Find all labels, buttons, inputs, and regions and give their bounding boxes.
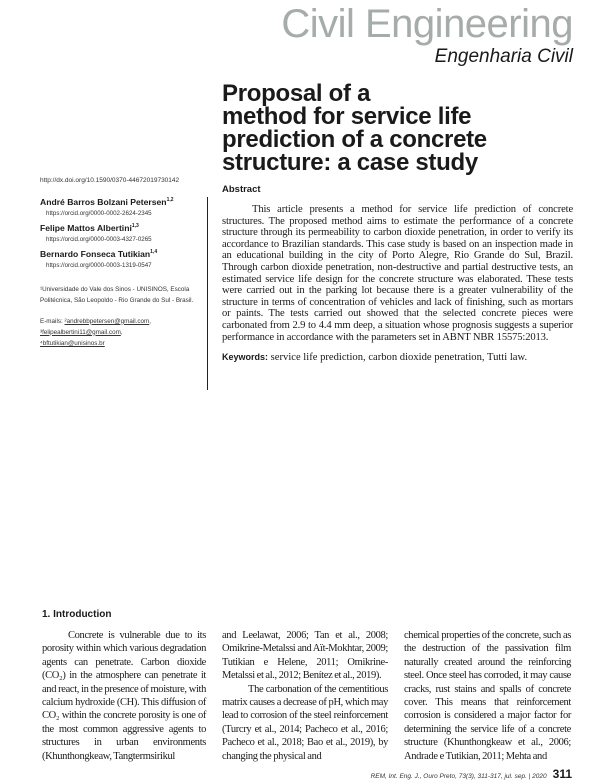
footer-citation: REM, Int. Eng. J., Ouro Preto, 73(3), 311-317, jul. sep. | 2020 <box>370 773 547 781</box>
keywords-text: service life prediction, carbon dioxide penetration, Tutti law. <box>268 352 528 364</box>
title-line: prediction of a concrete <box>222 126 487 153</box>
author-orcid-link[interactable]: https://orcid.org/0000-0003-4327-0265 <box>46 235 152 243</box>
body-column-3: chemical properties of the concrete, such as the destruction of the passivation film naturally created around the reinforcing steel. Once steel has corroded, it may cause cracks, rust stains and spalls of concrete cover. This means that reinforcement corrosion is considered a major factor for determining the service life of a concrete structure (Khunthongkeaw et al., 2006; Andrade e Tutikian, 2011; Mehta and <box>404 630 571 762</box>
keywords-label: Keywords: <box>222 352 269 363</box>
column-divider <box>207 197 208 390</box>
author-name: Bernardo Fonseca Tutikian$^{1,4}$ <box>40 248 158 259</box>
abstract-text: This article presents a method for service life prediction of concrete structures. The proposed method aims to estimate the performance of a concrete structure through its permeability to carbon dioxide penetration, in order to verify its accordance to Brazilian standards. This case study is based on an inspection made in an educational building in the city of Porto Alegre, Rio Grande do Sul, Brazil. Through carbon dioxide penetration, non-destructive and partial destructive tests, an estimated service life design for the concrete structure was elaborated. These tests were carried out in the parking lot because there is a greater vulnerability of the structure in terms of concentration of vehicles and lack of finishing, such as mortars or paints. The tests carried out showed that the selected concrete pieces were carbonated from 2.9 to 4.4 mm deep, a situation whose prognosis suggests a superior performance in accordance with the parameters set in ABNT NBR 15575:2013. <box>222 204 573 343</box>
page-number: 311 <box>552 767 572 782</box>
body-columns <box>42 629 572 763</box>
author-orcid-link[interactable]: https://orcid.org/0000-0003-1319-0547 <box>46 261 152 269</box>
email-link[interactable]: ⁴bftutikian@unisinos.br <box>40 339 105 347</box>
body-column-2: and Leelawat, 2006; Tan et al., 2008; Omikrine-Metalssi and Aït-Mokhtar, 2009; Tutikian e Helene, 2011; Omikrine-Metalssi et al., 2012; Benítez et al., 2019). The carbonation of the cementitious matrix causes a decrease of pH, which may lead to corrosion of the steel reinforcement (Turcry et al., 2014; Pacheco et al., 2016; Pacheco et al., 2018; Bao et al., 2019), by changing the physical and <box>222 630 388 762</box>
affiliation: ¹Universidade do Vale dos Sinos - UNISINOS, Escola Politécnica, São Leopoldo - Rio Grande do Sul - Brasil. <box>40 285 194 304</box>
header-and-abstract <box>222 0 573 364</box>
keywords <box>222 351 573 364</box>
author-orcid-link[interactable]: https://orcid.org/0000-0002-2624-2345 <box>46 209 152 217</box>
email-link[interactable]: ³felipealbertini11@gmail.com <box>40 328 121 336</box>
author-name: André Barros Bolzani Petersen$^{1,2}$ <box>40 196 174 207</box>
journal-subtitle: Engenharia Civil <box>434 46 573 67</box>
author-sidebar <box>40 176 205 349</box>
email-link[interactable]: ²andrebbpetersen@gmail.com <box>64 317 150 325</box>
abstract-heading: Abstract <box>222 184 261 195</box>
introduction-section <box>42 608 572 782</box>
author-name: Felipe Mattos Albertini$^{1,3}$ <box>40 222 139 233</box>
title-line: method for service life <box>222 103 472 130</box>
emails: E-mails: ²andrebbpetersen@gmail.com, ³felipealbertini11@gmail.com, ⁴bftutikian@unisinos.br <box>40 317 152 347</box>
section-heading: 1. Introduction <box>42 609 112 620</box>
page-footer <box>42 767 572 782</box>
article-title <box>222 82 573 174</box>
body-column-1: Concrete is vulnerable due to its porosity within which various degradation agents can penetrate. Carbon dioxide (CO₂) in the atmosphere can penetrate it and react, in the presence of moisture, with calcium hydroxide (CH). This diffusion of CO₂ within the concrete porosity is one of the most common aggressive agents to structures in urban environments (Khunthongkeaw, Tangtermsirikul <box>42 630 206 762</box>
title-line: Proposal of a <box>222 80 371 107</box>
emails-label: E-mails: <box>40 317 65 325</box>
doi-link[interactable]: http://dx.doi.org/10.1590/0370-44672019730142 <box>40 177 180 184</box>
journal-title: Civil Engineering <box>281 2 573 46</box>
title-line: structure: a case study <box>222 149 478 176</box>
